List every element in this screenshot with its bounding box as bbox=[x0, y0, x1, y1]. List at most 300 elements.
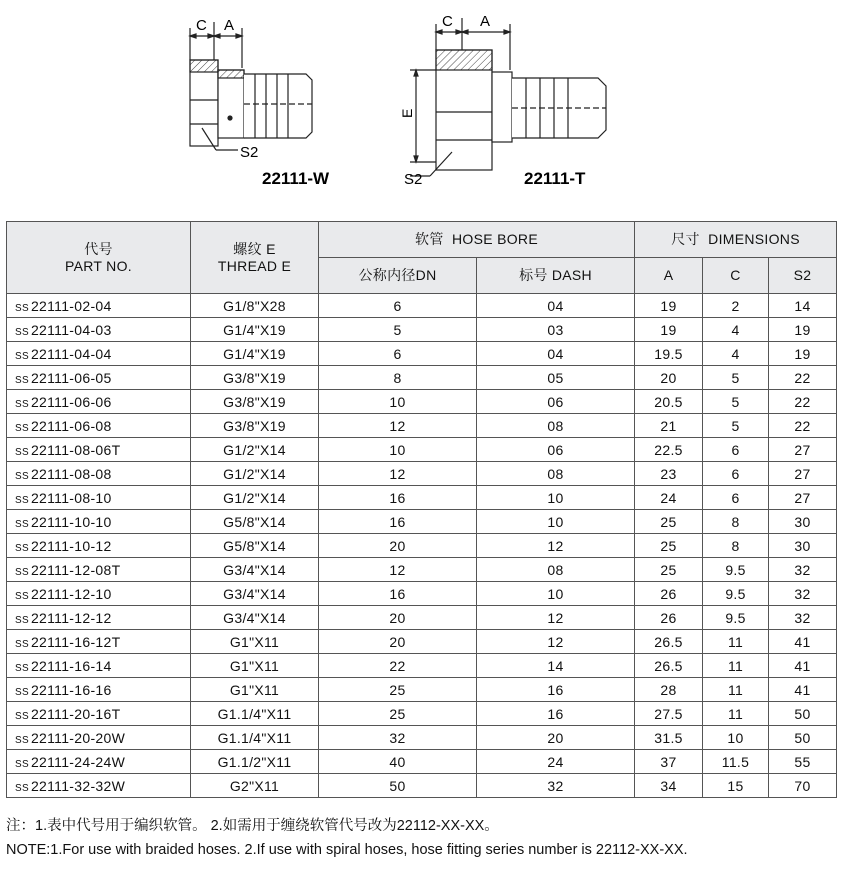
part-number: 22111-16-14 bbox=[30, 657, 112, 674]
part-number: 22111-08-06T bbox=[30, 441, 121, 458]
cell-part-no bbox=[7, 342, 191, 366]
cell-s2 bbox=[769, 366, 837, 390]
c-value: 2 bbox=[731, 297, 740, 314]
header-thread-cn: 螺纹 E bbox=[233, 240, 276, 257]
dash-value: 12 bbox=[547, 537, 564, 554]
s2-value: 27 bbox=[794, 465, 811, 482]
part-prefix: SS bbox=[15, 374, 29, 386]
part-prefix: SS bbox=[15, 758, 29, 770]
thread-value: G1"X11 bbox=[229, 681, 280, 698]
thread-value: G1.1/4"X11 bbox=[217, 705, 292, 722]
part-prefix: SS bbox=[15, 446, 29, 458]
dn-value: 20 bbox=[389, 537, 406, 554]
table-row bbox=[7, 342, 837, 366]
cell-thread bbox=[191, 318, 319, 342]
dash-value: 10 bbox=[547, 585, 564, 602]
thread-value: G3/4"X14 bbox=[223, 585, 286, 602]
part-number: 22111-04-04 bbox=[30, 345, 112, 362]
dash-value: 16 bbox=[547, 681, 564, 698]
part-prefix: SS bbox=[15, 686, 29, 698]
cell-c bbox=[703, 366, 769, 390]
notes bbox=[6, 814, 688, 862]
a-value: 27.5 bbox=[654, 705, 683, 722]
part-prefix: SS bbox=[15, 638, 29, 650]
cell-s2 bbox=[769, 702, 837, 726]
c-value: 4 bbox=[731, 321, 740, 338]
cell-a bbox=[635, 438, 703, 462]
cell-part-no bbox=[7, 390, 191, 414]
cell-part-no bbox=[7, 750, 191, 774]
part-number: 22111-06-06 bbox=[30, 393, 112, 410]
cell-part-no bbox=[7, 774, 191, 798]
drawing-t-dim-e: E bbox=[399, 108, 415, 118]
s2-value: 32 bbox=[794, 561, 811, 578]
header-c: C bbox=[703, 258, 769, 294]
part-prefix: SS bbox=[15, 662, 29, 674]
part-number: 22111-20-16T bbox=[30, 705, 121, 722]
c-value: 11 bbox=[727, 633, 744, 650]
cell-s2 bbox=[769, 558, 837, 582]
table-row bbox=[7, 654, 837, 678]
cell-dn bbox=[319, 486, 477, 510]
s2-value: 50 bbox=[794, 705, 811, 722]
thread-value: G1/2"X14 bbox=[223, 465, 286, 482]
cell-dn bbox=[319, 606, 477, 630]
part-number: 22111-04-03 bbox=[30, 321, 112, 338]
drawing-t-dim-c: C bbox=[442, 13, 453, 30]
header-thread bbox=[191, 222, 319, 294]
cell-c bbox=[703, 414, 769, 438]
dn-value: 6 bbox=[393, 345, 402, 362]
thread-value: G3/8"X19 bbox=[223, 393, 286, 410]
dn-value: 20 bbox=[389, 633, 406, 650]
cell-c bbox=[703, 318, 769, 342]
cell-a bbox=[635, 414, 703, 438]
s2-value: 22 bbox=[794, 369, 811, 386]
a-value: 24 bbox=[660, 489, 677, 506]
dash-value: 06 bbox=[547, 393, 564, 410]
thread-value: G1.1/4"X11 bbox=[217, 729, 292, 746]
cell-a bbox=[635, 582, 703, 606]
cell-s2 bbox=[769, 678, 837, 702]
c-value: 6 bbox=[731, 441, 740, 458]
cell-a bbox=[635, 726, 703, 750]
part-prefix: SS bbox=[15, 614, 29, 626]
cell-thread bbox=[191, 558, 319, 582]
cell-a bbox=[635, 654, 703, 678]
drawing-t-dim-a: A bbox=[480, 13, 491, 30]
dn-value: 8 bbox=[393, 369, 402, 386]
cell-dash bbox=[477, 294, 635, 318]
part-number: 22111-06-05 bbox=[30, 369, 112, 386]
note-cn: 注：1.表中代号用于编织软管。 2.如需用于缠绕软管代号改为22112-XX-XX。 bbox=[6, 818, 499, 834]
cell-dn bbox=[319, 702, 477, 726]
cell-a bbox=[635, 294, 703, 318]
cell-s2 bbox=[769, 390, 837, 414]
cell-c bbox=[703, 702, 769, 726]
cell-dash bbox=[477, 630, 635, 654]
cell-dash bbox=[477, 774, 635, 798]
part-prefix: SS bbox=[15, 734, 29, 746]
cell-a bbox=[635, 486, 703, 510]
cell-a bbox=[635, 390, 703, 414]
dash-value: 05 bbox=[547, 369, 564, 386]
dash-value: 04 bbox=[547, 297, 564, 314]
dn-value: 20 bbox=[389, 609, 406, 626]
cell-dn bbox=[319, 294, 477, 318]
cell-c bbox=[703, 534, 769, 558]
cell-thread bbox=[191, 726, 319, 750]
cell-thread bbox=[191, 414, 319, 438]
cell-dash bbox=[477, 390, 635, 414]
table-row bbox=[7, 726, 837, 750]
cell-dash bbox=[477, 702, 635, 726]
thread-value: G3/4"X14 bbox=[223, 609, 286, 626]
spec-table-header bbox=[7, 222, 837, 294]
cell-dn bbox=[319, 366, 477, 390]
part-number: 22111-16-12T bbox=[30, 633, 121, 650]
thread-value: G1/2"X14 bbox=[223, 489, 286, 506]
cell-c bbox=[703, 750, 769, 774]
table-row bbox=[7, 630, 837, 654]
part-number: 22111-12-08T bbox=[30, 561, 121, 578]
cell-c bbox=[703, 462, 769, 486]
part-prefix: SS bbox=[15, 782, 29, 794]
a-value: 19 bbox=[660, 297, 677, 314]
cell-thread bbox=[191, 438, 319, 462]
cell-thread bbox=[191, 774, 319, 798]
cell-part-no bbox=[7, 414, 191, 438]
cell-c bbox=[703, 342, 769, 366]
drawing-t-dim-s2: S2 bbox=[404, 171, 423, 188]
part-prefix: SS bbox=[15, 566, 29, 578]
thread-value: G1/2"X14 bbox=[223, 441, 286, 458]
dn-value: 22 bbox=[389, 657, 406, 674]
c-value: 8 bbox=[731, 537, 740, 554]
cell-s2 bbox=[769, 654, 837, 678]
dn-value: 12 bbox=[389, 417, 406, 434]
part-prefix: SS bbox=[15, 542, 29, 554]
part-number: 22111-02-04 bbox=[30, 297, 112, 314]
cell-dn bbox=[319, 342, 477, 366]
cell-s2 bbox=[769, 534, 837, 558]
cell-a bbox=[635, 702, 703, 726]
cell-a bbox=[635, 342, 703, 366]
dn-value: 25 bbox=[389, 681, 406, 698]
c-value: 4 bbox=[731, 345, 740, 362]
cell-dn bbox=[319, 678, 477, 702]
thread-value: G3/8"X19 bbox=[223, 369, 286, 386]
a-value: 31.5 bbox=[654, 729, 683, 746]
a-value: 37 bbox=[660, 753, 677, 770]
s2-value: 22 bbox=[794, 417, 811, 434]
cell-thread bbox=[191, 678, 319, 702]
cell-c bbox=[703, 582, 769, 606]
cell-dash bbox=[477, 342, 635, 366]
dash-value: 10 bbox=[547, 513, 564, 530]
cell-part-no bbox=[7, 726, 191, 750]
dash-value: 20 bbox=[547, 729, 564, 746]
part-prefix: SS bbox=[15, 326, 29, 338]
cell-part-no bbox=[7, 486, 191, 510]
cell-c bbox=[703, 294, 769, 318]
cell-part-no bbox=[7, 558, 191, 582]
cell-dash bbox=[477, 606, 635, 630]
cell-s2 bbox=[769, 318, 837, 342]
a-value: 28 bbox=[660, 681, 677, 698]
table-row bbox=[7, 462, 837, 486]
cell-c bbox=[703, 678, 769, 702]
dn-value: 12 bbox=[389, 561, 406, 578]
cell-c bbox=[703, 390, 769, 414]
cell-part-no bbox=[7, 294, 191, 318]
cell-thread bbox=[191, 366, 319, 390]
dash-value: 16 bbox=[547, 705, 564, 722]
dn-value: 16 bbox=[389, 585, 406, 602]
header-hose-bore: 软管 HOSE BORE bbox=[319, 222, 635, 258]
drawing-w-model: 22111-W bbox=[262, 169, 330, 188]
header-dimensions: 尺寸 DIMENSIONS bbox=[635, 222, 837, 258]
s2-value: 27 bbox=[794, 441, 811, 458]
drawing-w-dim-s2: S2 bbox=[240, 144, 259, 161]
part-number: 22111-12-10 bbox=[30, 585, 112, 602]
cell-dn bbox=[319, 414, 477, 438]
part-prefix: SS bbox=[15, 398, 29, 410]
part-number: 22111-20-20W bbox=[30, 729, 126, 746]
a-value: 34 bbox=[660, 777, 677, 794]
cell-part-no bbox=[7, 678, 191, 702]
part-prefix: SS bbox=[15, 590, 29, 602]
cell-part-no bbox=[7, 606, 191, 630]
cell-thread bbox=[191, 462, 319, 486]
s2-value: 41 bbox=[794, 681, 811, 698]
cell-part-no bbox=[7, 318, 191, 342]
cell-a bbox=[635, 774, 703, 798]
part-number: 22111-16-16 bbox=[30, 681, 112, 698]
table-row bbox=[7, 750, 837, 774]
table-row bbox=[7, 438, 837, 462]
cell-a bbox=[635, 606, 703, 630]
dash-value: 08 bbox=[547, 417, 564, 434]
cell-s2 bbox=[769, 486, 837, 510]
cell-dash bbox=[477, 318, 635, 342]
cell-c bbox=[703, 630, 769, 654]
table-row bbox=[7, 414, 837, 438]
a-value: 25 bbox=[660, 537, 677, 554]
cell-part-no bbox=[7, 654, 191, 678]
cell-thread bbox=[191, 342, 319, 366]
cell-thread bbox=[191, 486, 319, 510]
thread-value: G5/8"X14 bbox=[223, 513, 286, 530]
cell-a bbox=[635, 318, 703, 342]
cell-dash bbox=[477, 558, 635, 582]
thread-value: G1"X11 bbox=[229, 633, 280, 650]
part-number: 22111-06-08 bbox=[30, 417, 112, 434]
cell-dash bbox=[477, 654, 635, 678]
part-prefix: SS bbox=[15, 710, 29, 722]
dash-value: 10 bbox=[547, 489, 564, 506]
a-value: 26 bbox=[660, 609, 677, 626]
part-number: 22111-08-10 bbox=[30, 489, 112, 506]
table-row bbox=[7, 510, 837, 534]
cell-s2 bbox=[769, 294, 837, 318]
drawing-t-model: 22111-T bbox=[524, 169, 586, 188]
dn-value: 16 bbox=[389, 513, 406, 530]
dn-value: 16 bbox=[389, 489, 406, 506]
table-row bbox=[7, 678, 837, 702]
dn-value: 10 bbox=[389, 441, 406, 458]
cell-c bbox=[703, 438, 769, 462]
cell-thread bbox=[191, 750, 319, 774]
cell-dn bbox=[319, 510, 477, 534]
a-value: 26 bbox=[660, 585, 677, 602]
cell-thread bbox=[191, 390, 319, 414]
thread-value: G1/8"X28 bbox=[223, 297, 286, 314]
part-prefix: SS bbox=[15, 494, 29, 506]
header-a: A bbox=[635, 258, 703, 294]
part-prefix: SS bbox=[15, 422, 29, 434]
dash-value: 12 bbox=[547, 609, 564, 626]
dash-value: 04 bbox=[547, 345, 564, 362]
a-value: 22.5 bbox=[654, 441, 683, 458]
drawing-w-dim-c: C bbox=[196, 17, 207, 34]
cell-dash bbox=[477, 582, 635, 606]
cell-thread bbox=[191, 702, 319, 726]
cell-c bbox=[703, 510, 769, 534]
dash-value: 03 bbox=[547, 321, 564, 338]
a-value: 23 bbox=[660, 465, 677, 482]
cell-a bbox=[635, 558, 703, 582]
part-prefix: SS bbox=[15, 518, 29, 530]
cell-dn bbox=[319, 726, 477, 750]
part-number: 22111-10-12 bbox=[30, 537, 112, 554]
cell-c bbox=[703, 558, 769, 582]
cell-part-no bbox=[7, 366, 191, 390]
thread-value: G1/4"X19 bbox=[223, 345, 286, 362]
cell-part-no bbox=[7, 462, 191, 486]
c-value: 10 bbox=[727, 729, 744, 746]
drawing-22111-w bbox=[190, 22, 312, 150]
part-number: 22111-32-32W bbox=[30, 777, 126, 794]
thread-value: G3/4"X14 bbox=[223, 561, 286, 578]
a-value: 20.5 bbox=[654, 393, 683, 410]
cell-s2 bbox=[769, 342, 837, 366]
c-value: 8 bbox=[731, 513, 740, 530]
table-row bbox=[7, 318, 837, 342]
cell-dash bbox=[477, 726, 635, 750]
c-value: 6 bbox=[731, 489, 740, 506]
cell-dn bbox=[319, 654, 477, 678]
dash-value: 08 bbox=[547, 465, 564, 482]
thread-value: G3/8"X19 bbox=[223, 417, 286, 434]
header-part-no-cn: 代号 bbox=[84, 240, 113, 257]
dn-value: 25 bbox=[389, 705, 406, 722]
a-value: 25 bbox=[660, 513, 677, 530]
cell-part-no bbox=[7, 582, 191, 606]
spec-table bbox=[6, 221, 837, 798]
header-part-no-en: PART NO. bbox=[65, 257, 132, 274]
thread-value: G5/8"X14 bbox=[223, 537, 286, 554]
table-row bbox=[7, 390, 837, 414]
cell-dash bbox=[477, 750, 635, 774]
cell-dash bbox=[477, 678, 635, 702]
table-row bbox=[7, 558, 837, 582]
cell-a bbox=[635, 750, 703, 774]
cell-s2 bbox=[769, 414, 837, 438]
s2-value: 22 bbox=[794, 393, 811, 410]
technical-drawings bbox=[0, 0, 844, 215]
c-value: 9.5 bbox=[725, 561, 746, 578]
a-value: 26.5 bbox=[654, 633, 683, 650]
drawing-w-dim-a: A bbox=[224, 17, 235, 34]
cell-dn bbox=[319, 774, 477, 798]
s2-value: 32 bbox=[794, 609, 811, 626]
part-number: 22111-08-08 bbox=[30, 465, 112, 482]
cell-s2 bbox=[769, 750, 837, 774]
cell-dn bbox=[319, 390, 477, 414]
table-row bbox=[7, 294, 837, 318]
cell-a bbox=[635, 366, 703, 390]
s2-value: 14 bbox=[794, 297, 811, 314]
note-en: NOTE:1.For use with braided hoses. 2.If use with spiral hoses, hose fitting series number is 22112-XX-XX. bbox=[6, 842, 688, 858]
cell-s2 bbox=[769, 462, 837, 486]
cell-c bbox=[703, 486, 769, 510]
cell-s2 bbox=[769, 510, 837, 534]
s2-value: 19 bbox=[794, 345, 811, 362]
cell-dash bbox=[477, 438, 635, 462]
table-row bbox=[7, 702, 837, 726]
cell-a bbox=[635, 630, 703, 654]
dash-value: 24 bbox=[547, 753, 564, 770]
dash-value: 08 bbox=[547, 561, 564, 578]
cell-a bbox=[635, 510, 703, 534]
dn-value: 50 bbox=[389, 777, 406, 794]
cell-dash bbox=[477, 366, 635, 390]
part-number: 22111-10-10 bbox=[30, 513, 112, 530]
cell-s2 bbox=[769, 630, 837, 654]
cell-dn bbox=[319, 582, 477, 606]
cell-s2 bbox=[769, 438, 837, 462]
cell-thread bbox=[191, 654, 319, 678]
dn-value: 5 bbox=[393, 321, 402, 338]
cell-dn bbox=[319, 558, 477, 582]
dn-value: 10 bbox=[389, 393, 406, 410]
cell-s2 bbox=[769, 606, 837, 630]
dash-value: 06 bbox=[547, 441, 564, 458]
s2-value: 41 bbox=[794, 657, 811, 674]
s2-value: 50 bbox=[794, 729, 811, 746]
part-prefix: SS bbox=[15, 470, 29, 482]
cell-part-no bbox=[7, 438, 191, 462]
cell-dn bbox=[319, 534, 477, 558]
part-number: 22111-12-12 bbox=[30, 609, 112, 626]
cell-dash bbox=[477, 486, 635, 510]
a-value: 19.5 bbox=[654, 345, 683, 362]
dash-value: 32 bbox=[547, 777, 564, 794]
cell-thread bbox=[191, 582, 319, 606]
c-value: 9.5 bbox=[725, 585, 746, 602]
dash-value: 12 bbox=[547, 633, 564, 650]
cell-dash bbox=[477, 510, 635, 534]
cell-dash bbox=[477, 414, 635, 438]
cell-s2 bbox=[769, 726, 837, 750]
cell-c bbox=[703, 606, 769, 630]
cell-dn bbox=[319, 630, 477, 654]
c-value: 5 bbox=[731, 417, 740, 434]
cell-thread bbox=[191, 630, 319, 654]
cell-s2 bbox=[769, 774, 837, 798]
cell-part-no bbox=[7, 702, 191, 726]
